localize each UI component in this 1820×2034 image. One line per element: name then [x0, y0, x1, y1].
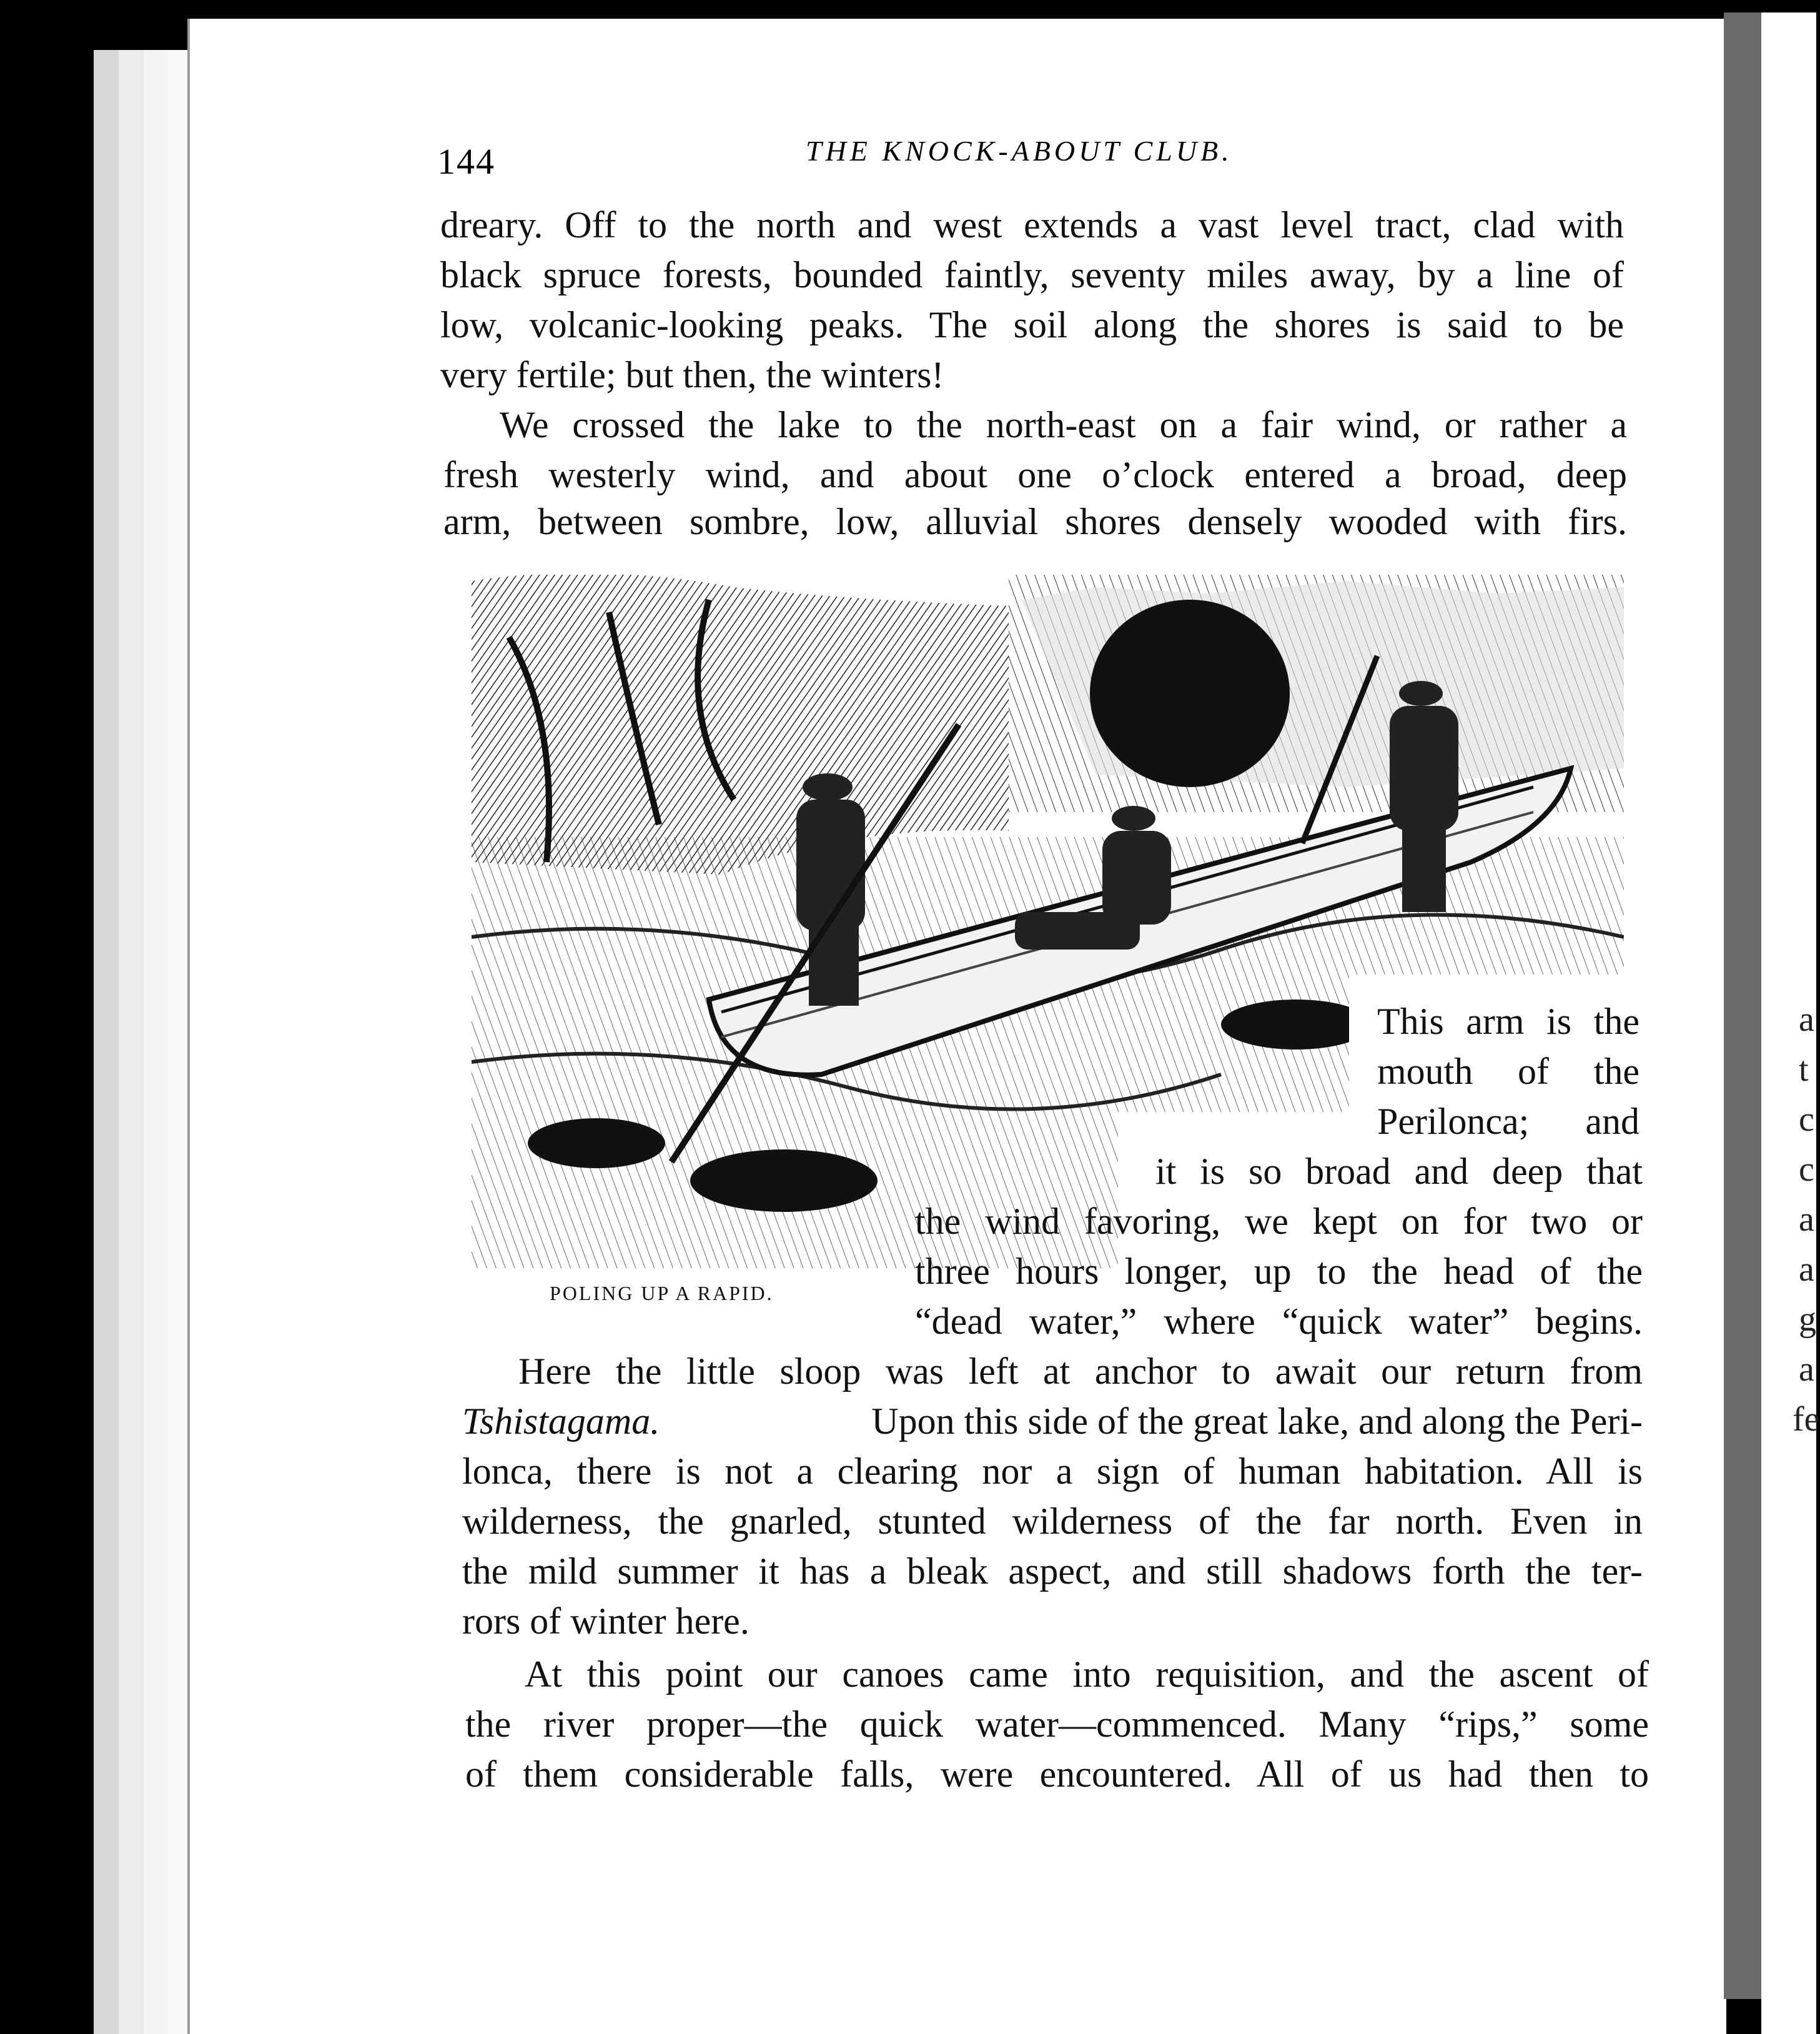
text-line: lonca, there is not a clearing nor a sign of human habitation. All is	[462, 1451, 1643, 1492]
text-line: three hours longer, up to the head of the	[915, 1251, 1643, 1292]
text-line: Here the little sloop was left at anchor to await our return from	[518, 1351, 1643, 1392]
next-page-letter: a	[1799, 1250, 1814, 1289]
text-line: black spruce forests, bounded faintly, seventy miles away, by a line of	[440, 254, 1624, 295]
next-page-letter: t	[1799, 1050, 1809, 1089]
text-line: the wind favoring, we kept on for two or	[915, 1201, 1643, 1242]
text-line: low, volcanic-looking peaks. The soil along the shores is said to be	[440, 304, 1624, 345]
text-line: wilderness, the gnarled, stunted wilderness of the far north. Even in	[462, 1501, 1643, 1542]
running-title: THE KNOCK-ABOUT CLUB.	[806, 135, 1233, 167]
text-line: At this point our canoes came into requisition, and the ascent of	[525, 1654, 1649, 1695]
text-line: mouth of the	[1377, 1051, 1639, 1092]
next-page-letter: c	[1799, 1150, 1814, 1189]
page-number: 144	[437, 141, 495, 182]
next-page-letter: c	[1799, 1100, 1814, 1139]
next-page-letter: a	[1799, 1200, 1814, 1239]
text-line: the river proper—the quick water—commenced. Many “rips,” some	[465, 1704, 1649, 1745]
text-line: Perilonca; and	[1377, 1101, 1639, 1142]
text-line	[462, 1402, 1643, 1440]
book-gutter	[1724, 12, 1761, 1999]
next-page-letter: a	[1799, 1000, 1814, 1039]
text-line: “dead water,” where “quick water” begins.	[915, 1301, 1643, 1342]
place-name: Tshistagama.	[462, 1401, 660, 1442]
text-line: We crossed the lake to the north-east on a fair wind, or rather a	[500, 404, 1627, 445]
text-line: dreary. Off to the north and west extends a vast level tract, clad with	[440, 204, 1624, 246]
text-line: fresh westerly wind, and about one o’clock entered a broad, deep	[443, 454, 1627, 495]
text-fragment: Upon this side of the great lake, and along the Peri-	[853, 1401, 1643, 1442]
next-page-letter: a	[1799, 1350, 1814, 1389]
figure-caption: POLING UP A RAPID.	[550, 1282, 774, 1304]
text-line: it is so broad and deep that	[1155, 1151, 1643, 1192]
text-line: the mild summer it has a bleak aspect, and still shadows forth the ter-	[462, 1550, 1643, 1592]
text-line: This arm is the	[1377, 1001, 1639, 1042]
text-line: very fertile; but then, the winters!	[440, 354, 944, 395]
next-page-letter: g	[1799, 1300, 1816, 1339]
text-line: of them considerable falls, were encountered. All of us had then to	[465, 1754, 1649, 1795]
text-line: arm, between sombre, low, alluvial shores densely wooded with firs.	[443, 501, 1627, 542]
next-page-letter: fe	[1793, 1400, 1820, 1439]
text-line: rors of winter here.	[462, 1600, 749, 1642]
